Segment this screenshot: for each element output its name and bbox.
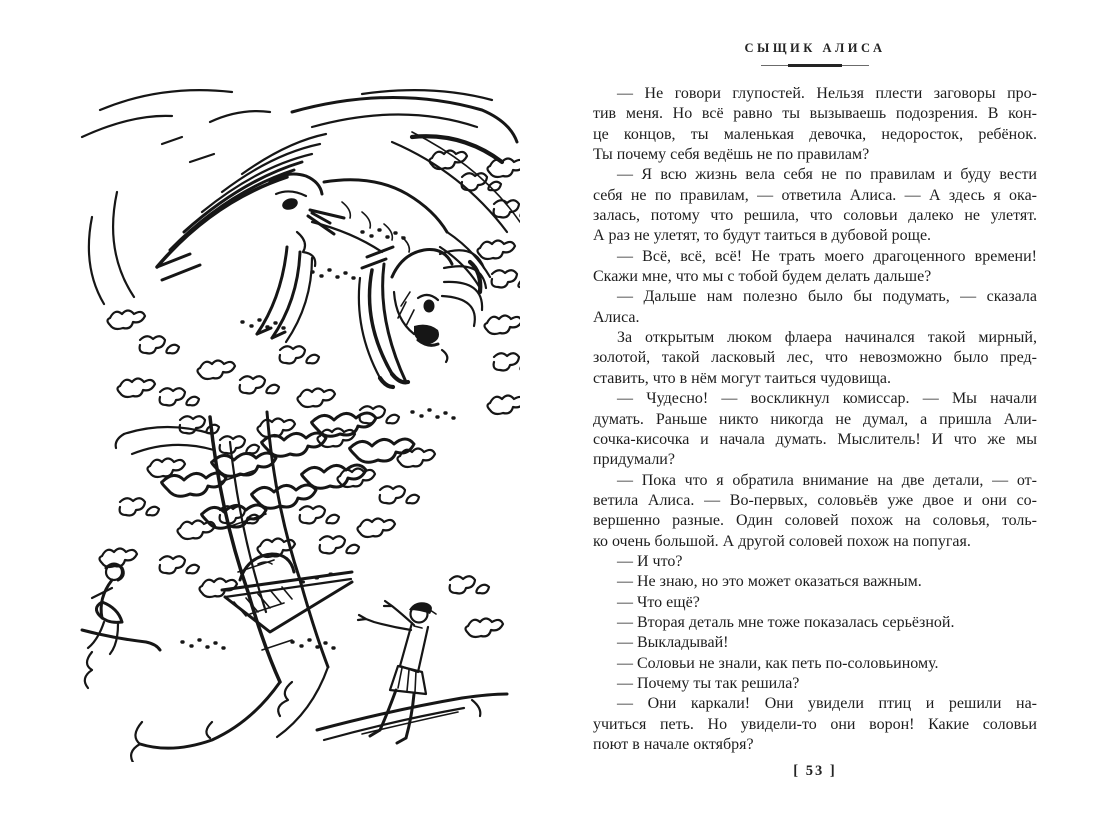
book-illustration xyxy=(62,82,520,762)
text-line: тив меня. Но всё равно ты вызываешь подозрения. В кон- xyxy=(593,105,1037,123)
big-bird xyxy=(157,134,490,342)
text-line: — Всё, всё, всё! Не трать моего драгоценного времени! xyxy=(617,247,1037,265)
text-line: — Не говори глупостей. Нельзя плести заговоры про- xyxy=(617,85,1037,102)
text-line: це концов, ты маленькая девочка, недоросток, ребёнок. xyxy=(593,125,1037,143)
text-line: — Что ещё? xyxy=(617,593,700,611)
flyer-saucer xyxy=(222,554,352,632)
text-line: учиться петь. Но увидели-то они ворон! Какие соловьи xyxy=(593,715,1037,733)
text-line: Ты почему себя ведёшь не по правилам? xyxy=(593,146,870,164)
rule-thin-left xyxy=(761,65,788,66)
text-line: ветила Алиса. — Во-первых, соловьёв уже двое и они со- xyxy=(593,491,1037,509)
right-page xyxy=(593,40,1037,780)
girl-figure xyxy=(317,601,507,743)
page-number: [ 53 ] xyxy=(793,763,837,780)
text-line: — Пока что я обратила внимание на две детали, — от- xyxy=(617,471,1037,489)
text-line: залась, потому что решила, что соловьи далеко не улетят. xyxy=(593,207,1037,225)
running-head: СЫЩИК АЛИСА xyxy=(744,41,886,55)
parrot-bird xyxy=(359,247,486,387)
text-line: Скажи мне, что мы с тобой будем делать дальше? xyxy=(593,268,932,286)
text-line: золотой, такой ласковый лес, что невозможно было пред- xyxy=(593,349,1037,367)
text-line: — Они каркали! Они увидели птиц и решили на- xyxy=(617,695,1037,713)
text-column xyxy=(593,84,1037,755)
text-line: — Почему ты так решила? xyxy=(617,674,800,692)
text-line: поют в начале октября? xyxy=(593,736,754,753)
text-line: А раз не улетят, то будут таиться в дубовой роще. xyxy=(593,227,932,245)
rule-thick-center xyxy=(788,64,842,67)
text-line: себя не по правилам, — ответила Алиса. — А здесь я ока- xyxy=(593,186,1037,204)
foliage xyxy=(100,151,521,649)
text-line: За открытым люком флаера начинался такой мирный, xyxy=(617,329,1037,347)
rule-thin-right xyxy=(842,65,869,66)
text-line: — Вторая деталь мне тоже показалась серьёзной. xyxy=(617,613,955,631)
text-line: сочка-кисочка и начала думать. Мыслитель! И что же мы xyxy=(593,430,1037,448)
text-line: придумали? xyxy=(593,451,675,469)
text-line: — Я всю жизнь вела себя не по правилам и буду вести xyxy=(617,166,1037,184)
text-line: Алиса. xyxy=(593,308,640,326)
text-line: — Чудесно! — воскликнул комиссар. — Мы начали xyxy=(617,390,1037,408)
text-line: вершенно разные. Один соловей похож на соловья, толь- xyxy=(593,512,1037,530)
branch-lines xyxy=(292,90,520,232)
text-line: — Выкладывай! xyxy=(617,634,729,652)
text-line: — Соловьи не знали, как петь по-соловьиному. xyxy=(617,654,939,672)
header-rule xyxy=(761,64,869,67)
text-line: ставить, что в нём могут таиться чудовища. xyxy=(593,369,891,387)
text-line: — И что? xyxy=(617,552,683,570)
text-line: — Дальше нам полезно было бы подумать, — сказала xyxy=(617,288,1037,306)
text-line: думать. Раньше никто никогда не думал, а пришла Али- xyxy=(593,410,1037,428)
left-page xyxy=(62,82,520,762)
text-line: ко очень большой. А другой соловей похож на попугая. xyxy=(593,532,971,550)
text-line: — Не знаю, но это может оказаться важным. xyxy=(617,573,922,591)
perched-figure xyxy=(82,564,160,688)
